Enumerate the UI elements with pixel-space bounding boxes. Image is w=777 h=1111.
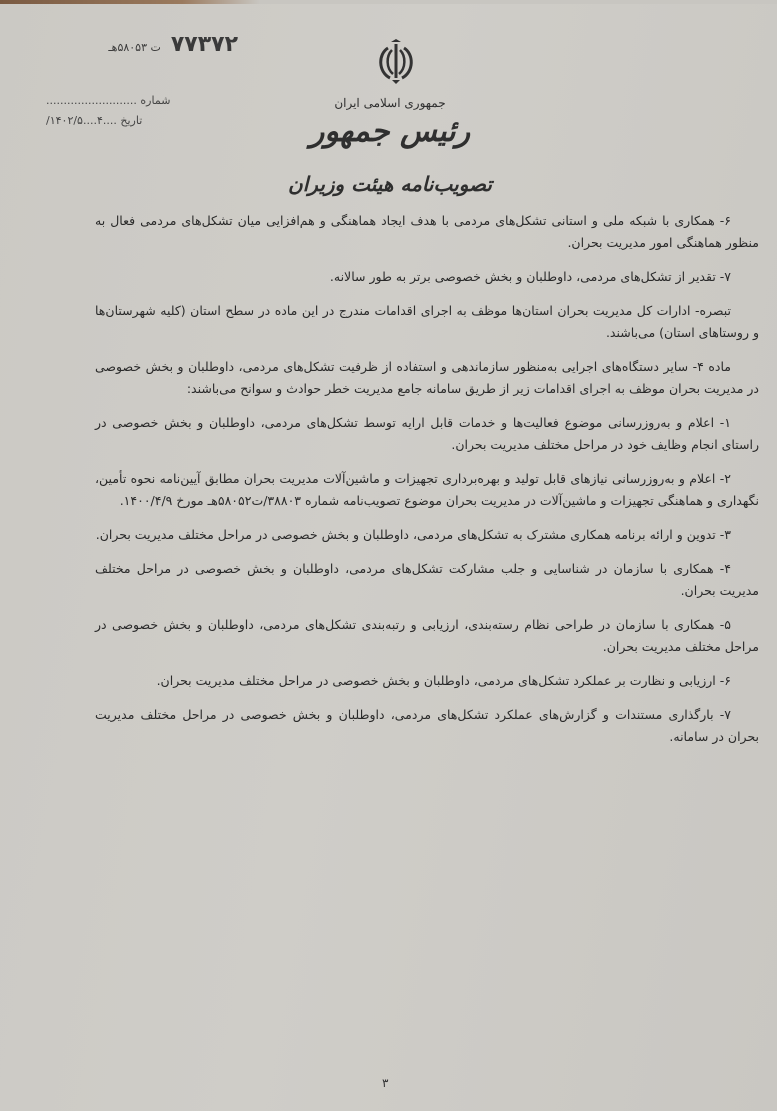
reference-number bbox=[38, 32, 238, 57]
date-field bbox=[46, 114, 142, 127]
article-4-item-5: ۵- همکاری با سازمان در طراحی نظام رسته‌بندی، ارزیابی و رتبه‌بندی تشکل‌های مردمی، داوطلبان و بخش خصوصی در مراحل مختلف مدیریت بحران. bbox=[95, 617, 759, 654]
clause-6: ۶- همکاری با شبکه ملی و استانی تشکل‌های مردمی با هدف ایجاد هماهنگی و هم‌افزایی میان تشکل‌های مردمی فعال به منظور هماهنگی امور مدیریت بحران. bbox=[95, 213, 759, 250]
date-value: ....۴....۱۴۰۲/۵/ bbox=[46, 114, 117, 127]
office-title: رئیس جمهور bbox=[309, 114, 471, 149]
article-4-item-6: ۶- ارزیابی و نظارت بر عملکرد تشکل‌های مردمی، داوطلبان و بخش خصوصی در مراحل مختلف مدیریت بحران. bbox=[156, 673, 731, 688]
reference-number-large: ۷۷۳۷۲ bbox=[170, 32, 238, 57]
reference-number-suffix: ت ۵۸۰۵۳هـ bbox=[108, 41, 161, 54]
article-4-item-7: ۷- بارگذاری مستندات و گزارش‌های عملکرد تشکل‌های مردمی، داوطلبان و بخش خصوصی در مراحل مختلف مدیریت بحران در سامانه. bbox=[95, 707, 759, 744]
page-number: ۳ bbox=[382, 1076, 389, 1090]
country-name: جمهوری اسلامی ایران bbox=[334, 96, 446, 110]
date-label: تاریخ bbox=[120, 114, 143, 127]
article-4: ماده ۴- سایر دستگاه‌های اجرایی به‌منظور سازماندهی و استفاده از ظرفیت تشکل‌های مردمی، داوطلبان و بخش خصوصی در مدیریت بحران موظف به اجرای اقدامات زیر از طریق سامانه جامع مدیریت خطر حوادث و سوانح می‌باشند: bbox=[95, 359, 759, 396]
article-4-item-2: ۲- اعلام و به‌روزرسانی نیازهای قابل تولید و بهره‌برداری تجهیزات و ماشین‌آلات مدیریت بحران مطابق آیین‌نامه نحوه تأمین، نگهداری و هماهنگی تجهیزات و ماشین‌آلات در مدیریت بحران موضوع تصویب‌نامه شماره ۳۸۸۰۳/ت۵۸۰۵۲هـ مورخ ۱۴۰۰/۴/۹. bbox=[95, 471, 759, 508]
number-dots: .......................... bbox=[46, 94, 137, 107]
document-title: تصویب‌نامه هیئت وزیران bbox=[288, 172, 492, 196]
clause-7: ۷- تقدیر از تشکل‌های مردمی، داوطلبان و بخش خصوصی برتر به طور سالانه. bbox=[329, 269, 731, 284]
article-4-item-4: ۴- همکاری با سازمان در شناسایی و جلب مشارکت تشکل‌های مردمی، داوطلبان و بخش خصوصی در مراحل مختلف مدیریت بحران. bbox=[95, 561, 759, 598]
number-field bbox=[46, 94, 170, 107]
iran-emblem-icon bbox=[374, 38, 418, 86]
article-4-item-3: ۳- تدوین و ارائه برنامه همکاری مشترک به تشکل‌های مردمی، داوطلبان و بخش خصوصی در مراحل مختلف مدیریت بحران. bbox=[95, 527, 731, 542]
number-label: شماره bbox=[140, 94, 171, 107]
document-body bbox=[95, 210, 759, 760]
note: تبصره- ادارات کل مدیریت بحران استان‌ها موظف به اجرای اقدامات مندرج در این ماده در سطح استان (کلیه شهرستان‌ها و روستاهای استان) می‌باشند. bbox=[95, 303, 759, 340]
article-4-item-1: ۱- اعلام و به‌روزرسانی موضوع فعالیت‌ها و خدمات قابل ارایه توسط تشکل‌های مردمی، داوطلبان و بخش خصوصی در راستای انجام وظایف خود در مراحل مختلف مدیریت بحران. bbox=[95, 415, 759, 452]
document-page bbox=[0, 4, 777, 1111]
